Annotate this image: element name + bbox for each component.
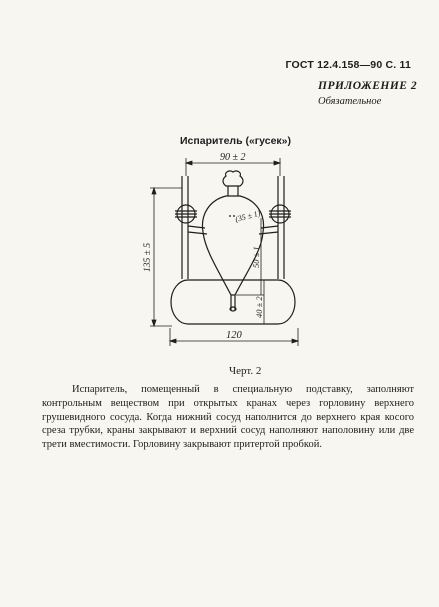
dim-bottom-height: 40 ± 2 xyxy=(254,296,264,318)
dim-total-height: 135 ± 5 xyxy=(143,243,153,272)
bottom-vessel xyxy=(171,280,295,324)
figure-title: Испаритель («гусек») xyxy=(180,135,292,147)
page-header: ГОСТ 12.4.158—90 С. 11 xyxy=(285,59,411,71)
figure-caption: Черт. 2 xyxy=(229,365,262,377)
appendix-title: ПРИЛОЖЕНИЕ 2 xyxy=(318,80,418,92)
appendix-status: Обязательное xyxy=(318,96,382,107)
dim-flask-height: 50 ± 1 xyxy=(251,246,261,268)
dim-top-width: 90 ± 2 xyxy=(220,152,246,163)
stopper xyxy=(223,171,243,186)
dim-bulb-diameter: (35 ± 1) xyxy=(234,208,262,224)
dim-total-width: 120 xyxy=(226,330,242,341)
body-paragraph: Испаритель, помещенный в специальную подставку, заполняют контрольным веществом при открытых кранах через горловину верхнего грушевидного сосуда. Когда нижний сосуд наполнится до верхнего края косого среза трубки, краны закрывают и верхний сосуд наполняют наполовину или две трети вместимости. Горловину закрывают притертой пробкой. xyxy=(42,384,414,451)
